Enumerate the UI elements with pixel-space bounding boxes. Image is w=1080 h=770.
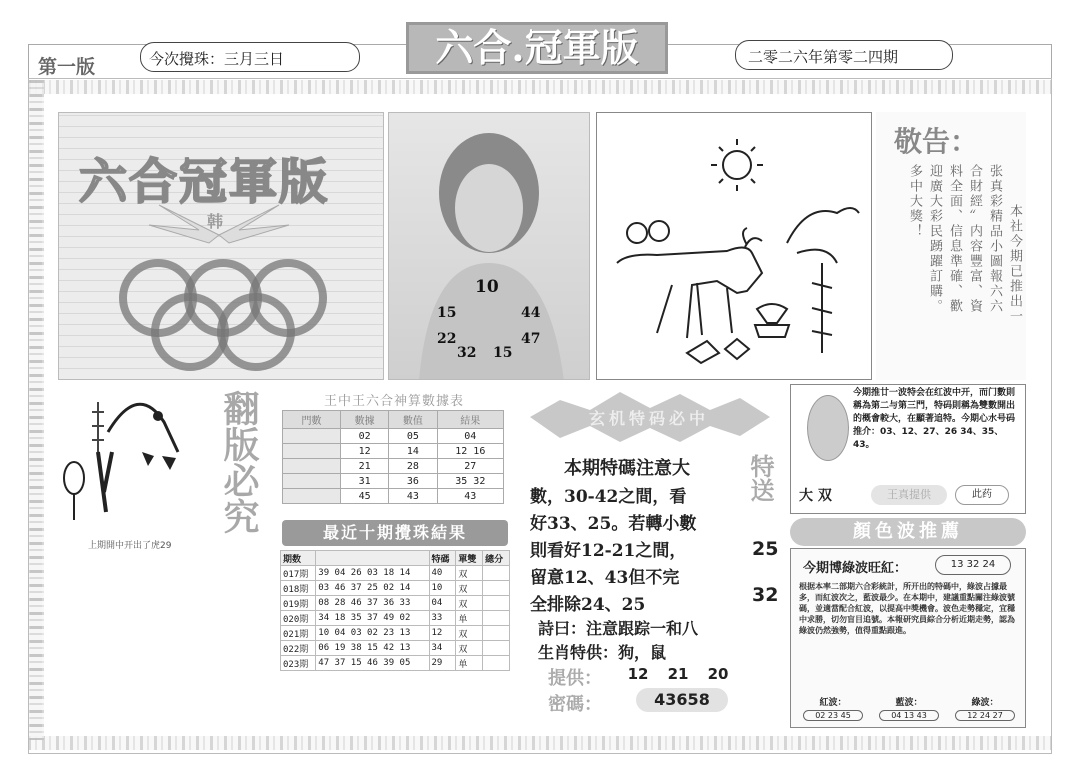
results-cell: 10 bbox=[429, 581, 456, 596]
results-cell: 39 04 26 03 18 14 bbox=[316, 566, 429, 581]
color-wave-body: 根据本率二部期六合彩統計，所开出的特碼中，綠波占據最多，而紅波次之，藍波最少。在本期中，建議重點關注綠波號碼，並適當配合紅波，以提高中獎機會。波色走勢穩定，宜穩中求勝，切勿盲目追號。本報研究員綜合分析近期走勢，認為綠波仍然強勢，值得重點跟進。 bbox=[799, 582, 1015, 635]
grid-cell bbox=[283, 474, 341, 489]
grid-cell: 14 bbox=[389, 444, 437, 459]
portrait-number: 15 bbox=[493, 345, 513, 361]
grid-cell: 28 bbox=[389, 459, 437, 474]
results-cell bbox=[483, 566, 510, 581]
copyright-vertical: 翻版必究 bbox=[218, 390, 260, 534]
special-line: 數，30-42之間，看 bbox=[530, 487, 687, 507]
portrait-number: 47 bbox=[521, 331, 541, 347]
provide-number: 21 bbox=[667, 665, 689, 683]
provide-numbers bbox=[618, 664, 738, 683]
notice-column: 多中大獎！ bbox=[907, 164, 922, 239]
table-row bbox=[281, 641, 510, 656]
results-cell: 双 bbox=[456, 596, 483, 611]
color-wave-title: 顏色波推薦 bbox=[790, 518, 1026, 546]
results-cell: 021期 bbox=[281, 626, 316, 641]
results-cell: 03 46 37 25 02 14 bbox=[316, 581, 429, 596]
grid-cell: 43 bbox=[437, 489, 503, 504]
results-cell: 023期 bbox=[281, 656, 316, 671]
draw-date: 今次攪珠：三月三日 bbox=[140, 42, 360, 72]
grid-cell: 05 bbox=[389, 429, 437, 444]
medal-icon bbox=[807, 395, 849, 461]
grid-header: 結果 bbox=[437, 411, 503, 429]
table-row bbox=[281, 611, 510, 626]
grid-value: 35 bbox=[455, 475, 468, 487]
portrait-panel bbox=[388, 112, 590, 380]
results-cell: 40 bbox=[429, 566, 456, 581]
notice-column: 本社今期已推出一 bbox=[1007, 204, 1022, 324]
results-cell bbox=[483, 596, 510, 611]
color-wave-head: 今期博綠波旺紅： bbox=[803, 561, 908, 576]
recommend-text: 今期推廿一波特会在红波中开，而门數則稱為第二与第三門，特码則稱為雙數開出的概會較大，在顯著追特。今期心水号码推介：03、12、27、26 34、35、43。 bbox=[853, 388, 1016, 450]
results-cell bbox=[483, 656, 510, 671]
notice-column: 料全面、信息準確、歡 bbox=[947, 164, 962, 314]
results-header: 期数 bbox=[281, 551, 316, 566]
color-wave-panel bbox=[790, 548, 1026, 728]
wave-col-nums: 12 24 27 bbox=[955, 710, 1015, 721]
table-row bbox=[281, 626, 510, 641]
wave-col bbox=[955, 695, 1015, 721]
code-value: 43658 bbox=[636, 688, 728, 712]
grid-cell: 31 bbox=[341, 474, 389, 489]
portrait-number: 32 bbox=[457, 345, 477, 361]
special-line: 好33、25。若轉小數 bbox=[530, 514, 697, 534]
special-banner: 玄机特码必中 bbox=[588, 409, 709, 428]
notice-panel bbox=[876, 112, 1026, 380]
results-header: 總分 bbox=[483, 551, 510, 566]
results-cell: 04 bbox=[429, 596, 456, 611]
results-cell bbox=[483, 641, 510, 656]
size-label: 大 双 bbox=[799, 488, 832, 504]
grid-cell: 45 bbox=[341, 489, 389, 504]
portrait-number: 22 bbox=[437, 331, 457, 347]
results-panel bbox=[278, 520, 512, 726]
grid-cell: 36 bbox=[389, 474, 437, 489]
special-poem: 詩曰：注意跟踪一和八 bbox=[538, 619, 699, 638]
grid-value: 32 bbox=[473, 475, 486, 487]
code-label: 密碼： bbox=[548, 694, 602, 715]
grid-cell: 02 bbox=[341, 429, 389, 444]
results-cell: 双 bbox=[456, 626, 483, 641]
provide-label: 提供： bbox=[548, 668, 602, 689]
portrait-number: 44 bbox=[521, 305, 541, 321]
provide-number: 20 bbox=[707, 665, 729, 683]
notice-column: 迎廣大彩民踴躍訂購。 bbox=[927, 164, 942, 314]
grid-cell bbox=[283, 489, 341, 504]
grid-table bbox=[282, 410, 504, 504]
results-cell: 单 bbox=[456, 656, 483, 671]
grid-cell bbox=[283, 429, 341, 444]
special-line: 則看好12-21之間， bbox=[530, 541, 687, 561]
grid-header: 門數 bbox=[283, 411, 341, 429]
wave-col-nums: 04 13 43 bbox=[879, 710, 939, 721]
wave-col-nums: 02 23 45 bbox=[803, 710, 863, 721]
grid-cell bbox=[437, 474, 503, 489]
results-header: 單雙 bbox=[456, 551, 483, 566]
notice-column: 合財經〞内容豐富、資 bbox=[967, 164, 982, 314]
results-table bbox=[280, 550, 510, 671]
special-panel bbox=[518, 388, 784, 728]
portrait-number: 15 bbox=[437, 305, 457, 321]
grid-cell: 27 bbox=[437, 459, 503, 474]
portrait-number: 10 bbox=[475, 277, 499, 297]
results-cell: 34 18 35 37 49 02 bbox=[316, 611, 429, 626]
wave-col-label: 綠波： bbox=[971, 698, 999, 708]
results-cell: 双 bbox=[456, 641, 483, 656]
provide-number: 12 bbox=[627, 665, 649, 683]
grid-cell bbox=[437, 444, 503, 459]
table-row bbox=[281, 566, 510, 581]
olympic-ring-5 bbox=[217, 293, 295, 371]
wave-col bbox=[879, 695, 939, 721]
goat-sun-drawing bbox=[597, 113, 873, 381]
results-cell bbox=[483, 626, 510, 641]
dove-icon bbox=[139, 195, 299, 255]
portrait-silhouette bbox=[389, 113, 590, 380]
table-row bbox=[281, 596, 510, 611]
results-cell: 33 bbox=[429, 611, 456, 626]
lantern-icon bbox=[58, 392, 194, 522]
results-cell bbox=[483, 611, 510, 626]
issue-number: 二零二六年第零二四期 bbox=[735, 40, 953, 70]
results-cell: 单 bbox=[456, 611, 483, 626]
side-ad-panel bbox=[58, 388, 274, 728]
logo-title: 六合冠軍版 bbox=[79, 154, 330, 210]
wave-col bbox=[803, 695, 863, 721]
results-cell: 双 bbox=[456, 581, 483, 596]
logo-sub: 韩 bbox=[207, 212, 224, 231]
table-row bbox=[281, 656, 510, 671]
wave-col-label: 紅波： bbox=[819, 698, 847, 708]
results-header: 特碼 bbox=[429, 551, 456, 566]
results-cell: 020期 bbox=[281, 611, 316, 626]
grid-header: 數據 bbox=[341, 411, 389, 429]
grid-header: 數值 bbox=[389, 411, 437, 429]
special-line: 本期特碼注意大 bbox=[564, 458, 690, 479]
results-cell bbox=[483, 581, 510, 596]
color-wave-head-number: 13 32 24 bbox=[935, 555, 1011, 575]
grid-cell: 43 bbox=[389, 489, 437, 504]
grid-cell bbox=[283, 444, 341, 459]
grid-table-panel bbox=[278, 388, 512, 518]
grid-value: 12 bbox=[455, 445, 468, 457]
grid-table-title: 王中王六合神算數據表 bbox=[323, 394, 464, 409]
results-cell: 017期 bbox=[281, 566, 316, 581]
riddle-drawing-panel bbox=[596, 112, 872, 380]
grid-value: 16 bbox=[473, 445, 486, 457]
results-cell: 08 28 46 37 36 33 bbox=[316, 596, 429, 611]
notice-column: 张真彩精品小圖報六六 bbox=[987, 164, 1002, 314]
grid-cell: 04 bbox=[437, 429, 503, 444]
notice-title: 敬告： bbox=[894, 125, 979, 158]
results-header bbox=[316, 551, 429, 566]
results-cell: 06 19 38 15 42 13 bbox=[316, 641, 429, 656]
masthead-title: 六合.冠軍版 bbox=[406, 22, 668, 74]
wave-col-label: 藍波： bbox=[895, 698, 923, 708]
results-cell: 34 bbox=[429, 641, 456, 656]
special-line: 留意12、43但不完 bbox=[530, 568, 680, 588]
special-line: 全排除24、25 bbox=[530, 595, 646, 615]
send-number: 25 bbox=[752, 538, 779, 560]
grid-cell: 12 bbox=[341, 444, 389, 459]
last-issue-caption: 上期開中开出了虎29 bbox=[88, 541, 172, 551]
results-cell: 018期 bbox=[281, 581, 316, 596]
table-row bbox=[281, 581, 510, 596]
results-cell: 019期 bbox=[281, 596, 316, 611]
send-number: 32 bbox=[752, 584, 779, 606]
special-poem: 生肖特供：狗，鼠 bbox=[538, 643, 667, 662]
send-label: 特送 bbox=[746, 454, 775, 502]
recommend-tail: 此药 bbox=[955, 485, 1009, 505]
results-cell: 12 bbox=[429, 626, 456, 641]
provider-label: 王真提供 bbox=[871, 485, 947, 505]
logo-panel bbox=[58, 112, 384, 380]
results-cell: 双 bbox=[456, 566, 483, 581]
grid-cell: 21 bbox=[341, 459, 389, 474]
results-cell: 022期 bbox=[281, 641, 316, 656]
recommend-panel bbox=[790, 384, 1026, 514]
results-cell: 29 bbox=[429, 656, 456, 671]
edition-label: 第一版 bbox=[38, 56, 96, 78]
results-cell: 47 37 15 46 39 05 bbox=[316, 656, 429, 671]
results-cell: 10 04 03 02 23 13 bbox=[316, 626, 429, 641]
results-title: 最近十期攪珠結果 bbox=[282, 520, 508, 546]
grid-cell bbox=[283, 459, 341, 474]
